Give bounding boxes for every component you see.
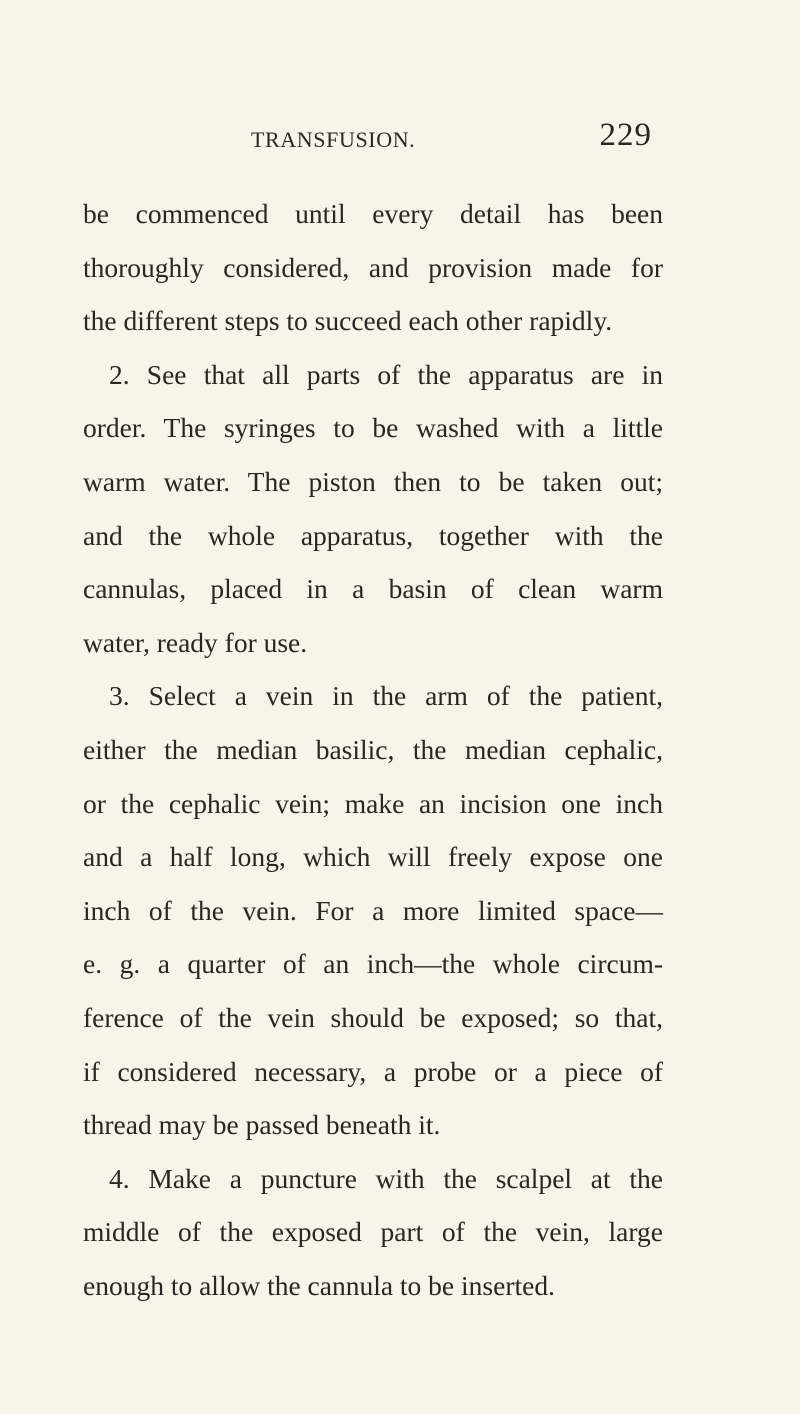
text-line: enough to allow the cannula to be inserted.: [83, 1269, 555, 1301]
text-line: middle of the exposed part of the vein, large: [83, 1216, 663, 1248]
text-line: the different steps to succeed each other rapidly.: [83, 305, 613, 337]
text-line: ference of the vein should be exposed; so that,: [83, 1001, 663, 1033]
page-number: 229: [599, 117, 652, 153]
text-line: order. The syringes to be washed with a little: [83, 412, 663, 444]
text-line: cannulas, placed in a basin of clean warm: [83, 573, 663, 605]
text-line: warm water. The piston then to be taken out;: [83, 465, 663, 497]
text-line: and the whole apparatus, together with the: [83, 519, 663, 551]
text-line: if considered necessary, a probe or a piece of: [83, 1055, 663, 1087]
text-line: e. g. a quarter of an inch—the whole circum-: [83, 948, 663, 980]
text-line: thread may be passed beneath it.: [83, 1109, 441, 1141]
text-line: inch of the vein. For a more limited space—: [83, 894, 663, 926]
text-line: and a half long, which will freely expose one: [83, 841, 663, 873]
page-title: TRANSFUSION.: [251, 127, 416, 152]
text-line: be commenced until every detail has been: [83, 198, 663, 229]
text-line: 2. See that all parts of the apparatus are in: [109, 358, 663, 390]
text-line: 4. Make a puncture with the scalpel at the: [109, 1162, 663, 1194]
text-line: either the median basilic, the median cephalic,: [83, 733, 663, 765]
text-line: 3. Select a vein in the arm of the patient,: [109, 680, 663, 712]
text-line: water, ready for use.: [83, 626, 308, 658]
body-text: [83, 187, 663, 1312]
text-line: or the cephalic vein; make an incision one inch: [83, 787, 663, 819]
running-head: [0, 0, 800, 160]
text-line: thoroughly considered, and provision made for: [83, 251, 663, 283]
